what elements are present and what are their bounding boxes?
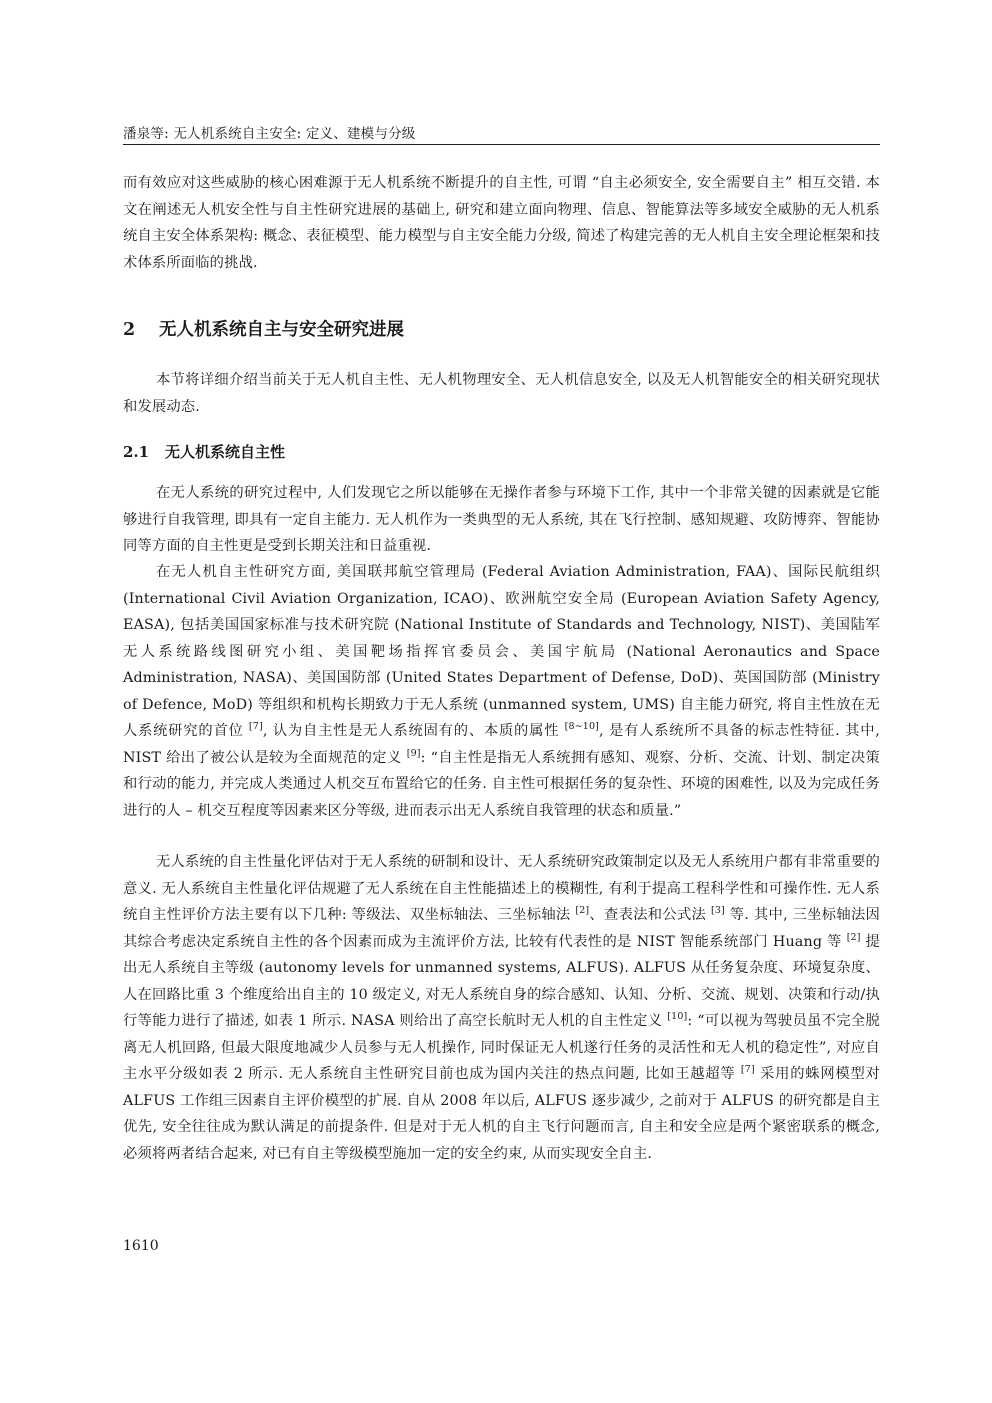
paragraph-3-text-c: 等. 其中, 三坐标轴法因其综合考虑决定系统自主性的各个因素而成为主流评价方法, 比较有代表性的是 NIST 智能系统部门 Huang 等 bbox=[123, 907, 880, 950]
page-number: 1610 bbox=[123, 1238, 159, 1254]
paragraph-3-text-d: 提出无人系统自主等级 (autonomy levels for unmanned systems, ALFUS). ALFUS 从任务复杂度、环境复杂度、人在回路比重 3 个维度给出自主的 10 级定义, 对无人系统自身的综合感知、认知、分析、交流、规划、决策和行动/执行等能力进行了描述, 如表 1 所示. NASA 则给出了高空长航时无人机的自主性定义 bbox=[123, 933, 880, 1029]
subsection-number: 2.1 bbox=[123, 443, 150, 461]
header-rule bbox=[123, 144, 880, 145]
intro-paragraph: 而有效应对这些威胁的核心困难源于无人机系统不断提升的自主性, 可谓 “自主必须安全, 安全需要自主” 相互交错. 本文在阐述无人机安全性与自主性研究进展的基础上, 研究和建立面向物理、信息、智能算法等多域安全威胁的无人机系统自主安全体系架构: 概念、表征模型、能力模型与自主安全能力分级, 简述了构建完善的无人机自主安全理论框架和技术体系所面临的挑战. bbox=[123, 175, 880, 271]
paragraph-2 bbox=[123, 559, 880, 824]
paragraph-3-text-e: : “可以视为驾驶员虽不完全脱离无人机回路, 但最大限度地减少人员参与无人机操作, 同时保证无人机遂行任务的灵活性和无人机的稳定性”, 对应自主水平分级如表 2 所示. 无人系统自主性研究目前也成为国内关注的热点问题, 比如王越超等 bbox=[123, 1013, 880, 1082]
paragraph-3-text-b: 、查表法和公式法 bbox=[589, 907, 711, 923]
paragraph-2-text-c: , 是有人系统所不具备的标志性特征. 其中, NIST 给出了被公认是较为全面规范的定义 bbox=[123, 723, 880, 766]
citation-ref: [3] bbox=[711, 905, 725, 916]
citation-ref: [7] bbox=[740, 1064, 755, 1075]
paragraph-2-text-d: : “自主性是指无人系统拥有感知、观察、分析、交流、计划、制定决策和行动的能力, 并完成人类通过人机交互布置给它的任务. 自主性可根据任务的复杂性、环境的困难性, 以及为完成任务进行的人 – 机交互程度等因素来区分等级, 进而表示出无人系统自我管理的状态和质量.” bbox=[123, 749, 881, 819]
citation-ref: [10] bbox=[667, 1011, 688, 1022]
running-header: 潘泉等: 无人机系统自主安全: 定义、建模与分级 bbox=[123, 126, 416, 142]
paragraph-3 bbox=[123, 849, 880, 1167]
section-number: 2 bbox=[123, 320, 136, 340]
section-intro: 本节将详细介绍当前关于无人机自主性、无人机物理安全、无人机信息安全, 以及无人机智能安全的相关研究现状和发展动态. bbox=[123, 372, 880, 415]
paragraph-2-text-b: , 认为自主性是无人系统固有的、本质的属性 bbox=[262, 723, 565, 739]
paragraph-3-text-f: 采用的蛛网模型对 ALFUS 工作组三因素自主评价模型的扩展. 自从 2008 年以后, ALFUS 逐步减少, 之前对于 ALFUS 的研究都是自主优先, 安全往往成为默认满足的前提条件. 但是对于无人机的自主飞行问题而言, 自主和安全应是两个紧密联系的概念, 必须将两者结合起来, 对已有自主等级模型施加一定的安全约束, 从而实现安全自主. bbox=[123, 1066, 880, 1162]
paragraph-2-text-a: 在无人机自主性研究方面, 美国联邦航空管理局 (Federal Aviation Administration, FAA)、国际民航组织 (International Civil Aviation Organization, ICAO)、欧洲航空安全局 (European Aviation Safety Agency, EASA), 包括美国国家标准与技术研究院 (National Institute of Standards and Technology, NIST)、美国陆军无人系统路线图研究小组、美国靶场指挥官委员会、美国宇航局 (National Aeronautics and Space Administration, NASA)、美国国防部 (United States Department of Defense, DoD)、英国国防部 (Ministry of Defence, MoD) 等组织和机构长期致力于无人系统 (unmanned system, UMS) 自主能力研究, 将自主性放在无人系统研究的首位 bbox=[123, 564, 880, 739]
citation-ref: [9] bbox=[406, 747, 421, 759]
citation-ref: [8∼10] bbox=[564, 721, 599, 732]
paragraph-1: 在无人系统的研究过程中, 人们发现它之所以能够在无操作者参与环境下工作, 其中一个非常关键的因素就是它能够进行自我管理, 即具有一定自主能力. 无人机作为一类典型的无人系统, 其在飞行控制、感知规避、攻防博弈、智能协同等方面的自主性更是受到长期关注和日益重视. bbox=[123, 485, 880, 554]
section-title: 无人机系统自主与安全研究进展 bbox=[159, 320, 404, 340]
section-heading bbox=[123, 316, 404, 344]
subsection-title: 无人机系统自主性 bbox=[165, 443, 286, 461]
subsection-heading bbox=[123, 440, 285, 464]
citation-ref: [7] bbox=[248, 721, 263, 732]
citation-ref: [2] bbox=[846, 931, 861, 943]
citation-ref: [2] bbox=[575, 905, 590, 916]
paragraph-3-text-a: 无人系统的自主性量化评估对于无人系统的研制和设计、无人系统研究政策制定以及无人系统用户都有非常重要的意义. 无人系统自主性量化评估规避了无人系统在自主性能描述上的模糊性, 有利于提高工程科学性和可操作性. 无人系统自主性评价方法主要有以下几种: 等级法、双坐标轴法、三坐标轴法 bbox=[123, 854, 880, 923]
